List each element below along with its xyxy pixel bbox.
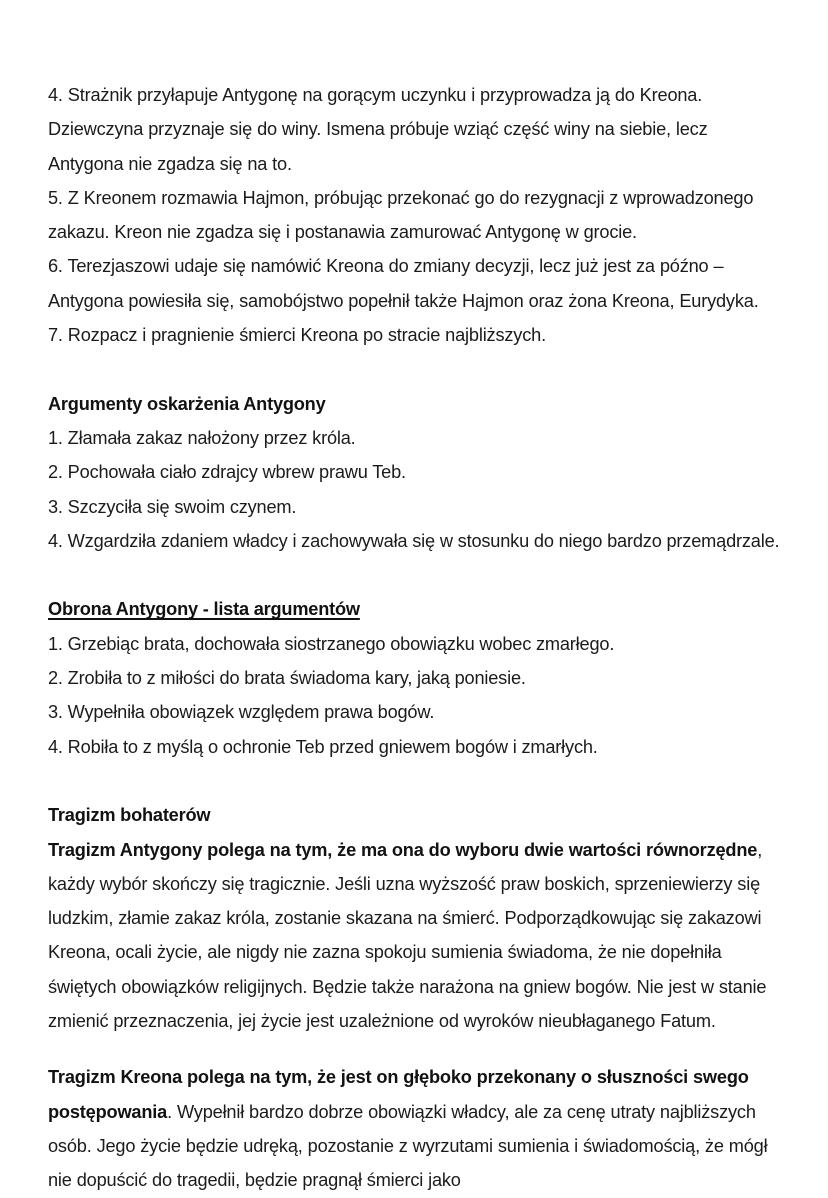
list-item: 3. Wypełniła obowiązek względem prawa bogów.	[48, 702, 435, 723]
list-item: 2. Zrobiła to z miłości do brata świadoma kary, jaką poniesie.	[48, 668, 526, 689]
plot-point-5: 5. Z Kreonem rozmawia Hajmon, próbując przekonać go do rezygnacji z wprowadzonego zakazu. Kreon nie zgadza się i postanawia zamurować Antygonę w grocie.	[48, 187, 754, 243]
heading-argumenty-oskarzenia: Argumenty oskarżenia Antygony	[48, 393, 326, 414]
section-spacer	[48, 352, 781, 386]
list-item: 4. Robiła to z myślą o ochronie Teb przed gniewem bogów i zmarłych.	[48, 736, 598, 757]
list-item: 1. Grzebiąc brata, dochowała siostrzanego obowiązku wobec zmarłego.	[48, 633, 615, 654]
paragraph-spacer	[48, 1038, 781, 1060]
tragizm-kreona-rest: . Wypełnił bardzo dobrze obowiązki władcy, ale za cenę utraty najbliższych osób. Jego życie będzie udręką, pozostanie z wyrzutami sumienia i świadomością, że mógł nie dopuścić do tragedii, będzie pragnął śmierci jako	[48, 1101, 768, 1191]
plot-point-4: 4. Strażnik przyłapuje Antygonę na gorącym uczynku i przyprowadza ją do Kreona. Dziewczyna przyznaje się do winy. Ismena próbuje wziąć część winy na siebie, lecz Antygona nie zgadza się na to.	[48, 85, 708, 174]
accusation-list	[48, 421, 781, 558]
heading-tragizm-bohaterow: Tragizm bohaterów	[48, 805, 211, 826]
section-spacer	[48, 558, 781, 592]
section-spacer	[48, 764, 781, 798]
plot-point-7: 7. Rozpacz i pragnienie śmierci Kreona po stracie najbliższych.	[48, 325, 546, 346]
list-item: 3. Szczyciła się swoim czynem.	[48, 496, 297, 517]
paragraph-tragizm-antygony	[48, 833, 781, 1039]
tragizm-antygony-rest: , każdy wybór skończy się tragicznie. Jeśli uzna wyższość praw boskich, sprzeniewierzy się ludzkim, złamie zakaz króla, zostanie skazana na śmierć. Podporządkowując się zakazowi Kreona, ocali życie, ale nigdy nie zazna spokoju sumienia świadoma, że nie dopełniła świętych obowiązków religijnych. Będzie także narażona na gniew bogów. Nie jest w stanie zmienić przeznaczenia, jej życie jest uzależnione od wyroków nieubłaganego Fatum.	[48, 839, 767, 1032]
document-body	[48, 78, 781, 1198]
defence-list	[48, 627, 781, 764]
list-item: 2. Pochowała ciało zdrajcy wbrew prawu Teb.	[48, 462, 406, 483]
tragizm-antygony-lead: Tragizm Antygony polega na tym, że ma ona do wyboru dwie wartości równorzędne	[48, 839, 758, 860]
paragraph-tragizm-kreona	[48, 1060, 781, 1197]
list-item: 1. Złamała zakaz nałożony przez króla.	[48, 427, 356, 448]
heading-obrona-antygony: Obrona Antygony - lista argumentów	[48, 599, 360, 620]
tragizm-kreona-lead: Tragizm Kreona polega na tym, że jest on głęboko przekonany o słuszności swego postępowania	[48, 1067, 749, 1122]
plot-point-6: 6. Terezjaszowi udaje się namówić Kreona do zmiany decyzji, lecz już jest za późno – Antygona powiesiła się, samobójstwo popełnił także Hajmon oraz żona Kreona, Eurydyka.	[48, 256, 759, 311]
list-item: 4. Wzgardziła zdaniem władcy i zachowywała się w stosunku do niego bardzo przemądrzale.	[48, 530, 780, 551]
